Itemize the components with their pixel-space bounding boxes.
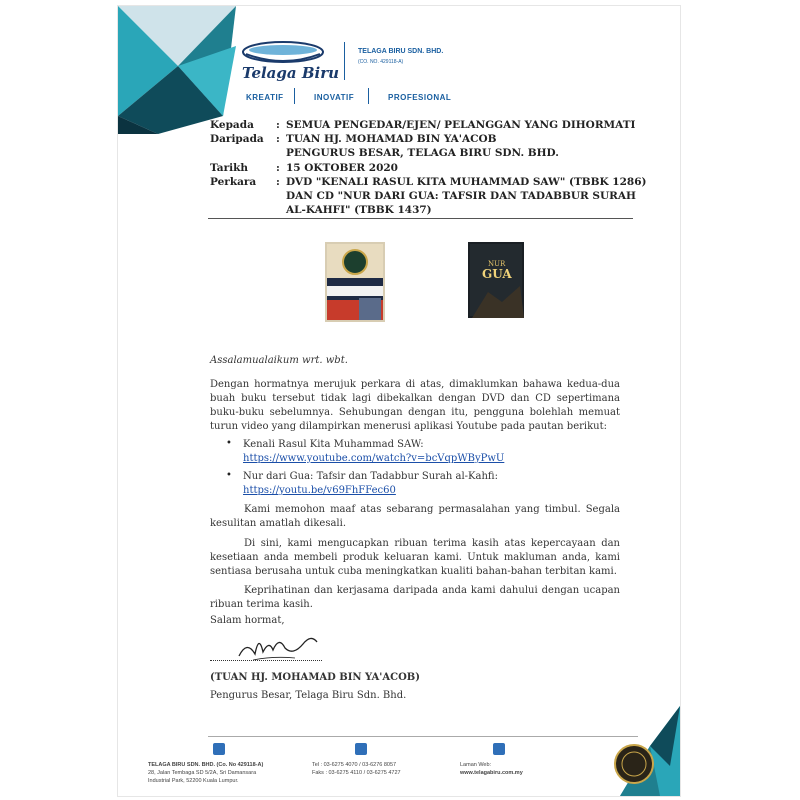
label-tarikh: Tarikh [210, 162, 249, 174]
bullet: • [226, 438, 232, 449]
tagline-divider [368, 88, 369, 104]
bullet: • [226, 470, 232, 481]
item1-link[interactable]: https://www.youtube.com/watch?v=bcVqpWByPwU [243, 453, 505, 464]
value-daripada-1: TUAN HJ. MOHAMAD BIN YA'ACOB [286, 133, 497, 145]
colon: : [276, 176, 280, 188]
colon: : [276, 162, 280, 174]
footer-contact: Tel : 03-6275 4070 / 03-6276 8057 Faks : 03-6275 4110 / 03-6275 4727 [312, 762, 401, 776]
signature-line [210, 660, 322, 661]
phone-icon [355, 743, 367, 755]
cd-title-gua: GUA [482, 267, 512, 281]
footer-web: Laman Web: www.telagabiru.com.my [460, 762, 523, 776]
dvd-cover-image [325, 242, 385, 322]
colon: : [276, 119, 280, 131]
header-decoration [118, 6, 238, 136]
cd-cover-image [468, 242, 524, 318]
header-rule [208, 218, 633, 219]
greeting: Assalamualaikum wrt. wbt. [210, 355, 348, 366]
letterhead-divider [344, 42, 345, 80]
footer-address: TELAGA BIRU SDN. BHD. (Co. No 429118-A) 28, Jalan Tembaga SD 5/2A, Sri Damansara Industrial Park, 52200 Kuala Lumpur. [148, 762, 264, 784]
award-badge-icon [613, 743, 655, 785]
company-name: TELAGA BIRU SDN. BHD. [358, 48, 444, 55]
item2-title: Nur dari Gua: Tafsir dan Tadabbur Surah al-Kahfi: [243, 471, 498, 482]
paragraph-1: Dengan hormatnya merujuk perkara di atas, dimaklumkan bahawa kedua-dua buah buku tersebut tidak lagi dibekalkan dengan DVD dan CD sepertimana buku-buku sebelumnya. Sehubungan dengan itu, pengguna bolehlah memuat turun video yang dilampirkan menerusi aplikasi Youtube pada pautan berikut: [210, 379, 620, 432]
signatory-title: Pengurus Besar, Telaga Biru Sdn. Bhd. [210, 690, 407, 701]
value-perkara-1: DVD "KENALI RASUL KITA MUHAMMAD SAW" (TBBK 1286) [286, 176, 647, 188]
paragraph-4: Keprihatinan dan kerjasama daripada anda kami dahului dengan ucapan ribuan terima kasih. [210, 585, 620, 610]
value-perkara-3: AL-KAHFI" (TBBK 1437) [286, 204, 432, 216]
footer-rule [208, 736, 638, 737]
value-daripada-2: PENGURUS BESAR, TELAGA BIRU SDN. BHD. [286, 147, 559, 159]
company-reg-no: (CO. NO. 429118-A) [358, 59, 404, 65]
closing: Salam hormat, [210, 615, 285, 626]
label-perkara: Perkara [210, 176, 257, 188]
value-tarikh: 15 OKTOBER 2020 [286, 162, 398, 174]
value-perkara-2: DAN CD "NUR DARI GUA: TAFSIR DAN TADABBUR SURAH [286, 190, 636, 202]
tagline-kreatif: KREATIF [246, 93, 284, 102]
paragraph-2: Kami memohon maaf atas sebarang permasalahan yang timbul. Segala kesulitan amatlah dikesali. [210, 504, 620, 529]
logo-text: Telaga Biru [242, 64, 340, 82]
cd-title-nur: NUR [488, 260, 506, 268]
tagline-profesional: PROFESIONAL [388, 93, 452, 102]
tagline-divider [294, 88, 295, 104]
web-icon [493, 743, 505, 755]
colon: : [276, 133, 280, 145]
item1-title: Kenali Rasul Kita Muhammad SAW: [243, 439, 424, 450]
letter-page [118, 6, 680, 796]
label-kepada: Kepada [210, 119, 254, 131]
signatory-name: (TUAN HJ. MOHAMAD BIN YA'ACOB) [210, 672, 420, 683]
location-icon [213, 743, 225, 755]
item2-link[interactable]: https://youtu.be/v69FhFFec60 [243, 485, 396, 496]
value-kepada: SEMUA PENGEDAR/EJEN/ PELANGGAN YANG DIHORMATI [286, 119, 636, 131]
label-daripada: Daripada [210, 133, 264, 145]
paragraph-3: Di sini, kami mengucapkan ribuan terima kasih atas kepercayaan dan kesetiaan anda membeli produk keluaran kami. Untuk makluman anda, kami sentiasa berusaha untuk cuba meningkatkan kualiti bahan-bahan terbitan kami. [210, 538, 620, 577]
tagline-inovatif: INOVATIF [314, 93, 355, 102]
